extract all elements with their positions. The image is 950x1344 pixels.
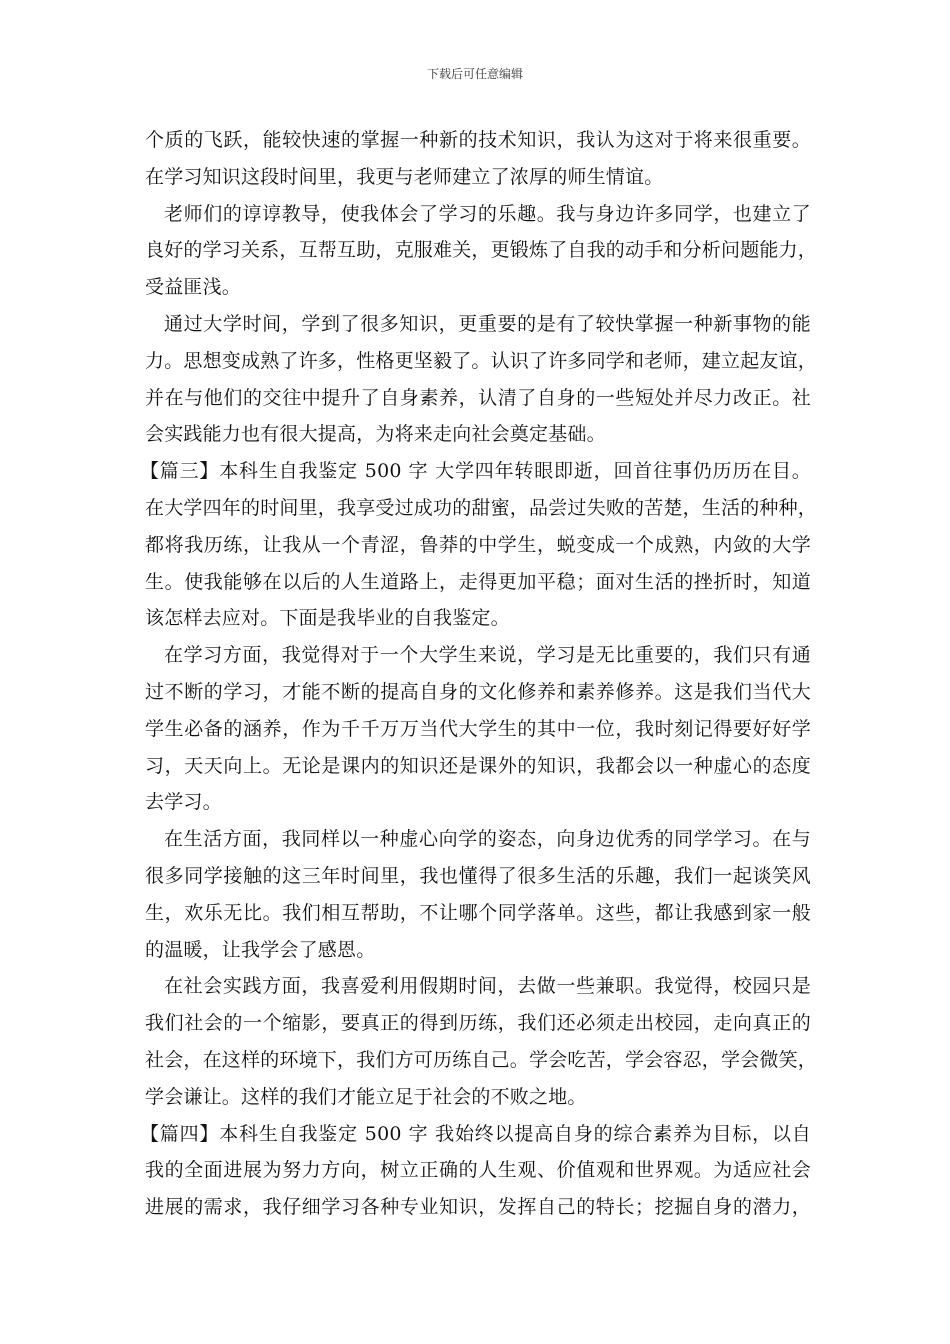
text-line: 我们社会的一个缩影，要真正的得到历练，我们还必须走出校园，走向真正的 — [145, 1012, 811, 1035]
text-line: 在社会实践方面，我喜爱利用假期时间，去做一些兼职。我觉得，校园只是 — [164, 975, 811, 998]
text-line: 会实践能力也有很大提高，为将来走向社会奠定基础。 — [145, 423, 606, 446]
text-line: 习，天天向上。无论是课内的知识还是课外的知识，我都会以一种虚心的态度 — [145, 754, 811, 777]
text-line: 通过大学时间，学到了很多知识，更重要的是有了较快掌握一种新事物的能 — [164, 312, 811, 335]
text-line: 生，欢乐无比。我们相互帮助，不让哪个同学落单。这些，都让我感到家一般 — [145, 901, 811, 924]
text-line: 并在与他们的交往中提升了自身素养，认清了自身的一些短处并尽力改正。社 — [145, 386, 811, 409]
text-line: 老师们的谆谆教导，使我体会了学习的乐趣。我与身边许多同学，也建立了 — [164, 202, 811, 225]
text-line: 学会谦让。这样的我们才能立足于社会的不败之地。 — [145, 1085, 587, 1108]
section-heading-line: 【篇四】本科生自我鉴定 500 字 我始终以提高自身的综合素养为目标，以自 — [140, 1122, 811, 1145]
text-line: 在生活方面，我同样以一种虚心向学的姿态，向身边优秀的同学学习。在与 — [164, 828, 811, 851]
text-line: 的温暖，让我学会了感恩。 — [145, 938, 376, 961]
text-line: 去学习。 — [145, 791, 222, 814]
text-line: 社会，在这样的环境下，我们方可历练自己。学会吃苦，学会容忍，学会微笑， — [145, 1048, 818, 1071]
text-line: 我的全面进展为努力方向，树立正确的人生观、价值观和世界观。为适应社会 — [145, 1159, 811, 1182]
text-line: 在学习方面，我觉得对于一个大学生来说，学习是无比重要的，我们只有通 — [164, 644, 811, 667]
text-line: 良好的学习关系，互帮互助，克服难关，更锻炼了自我的动手和分析问题能力， — [145, 239, 818, 262]
text-line: 很多同学接触的这三年时间里，我也懂得了很多生活的乐趣，我们一起谈笑风 — [145, 864, 811, 887]
text-line: 在学习知识这段时间里，我更与老师建立了浓厚的师生情谊。 — [145, 165, 664, 188]
text-line: 个质的飞跃，能较快速的掌握一种新的技术知识，我认为这对于将来很重要。 — [145, 129, 811, 151]
page-header: 下载后可任意编辑 — [426, 67, 523, 81]
document-body — [140, 122, 818, 1226]
text-line: 受益匪浅。 — [145, 276, 242, 299]
text-line: 在大学四年的时间里，我享受过成功的甜蜜，品尝过失败的苦楚，生活的种种， — [145, 496, 818, 519]
text-line: 该怎样去应对。下面是我毕业的自我鉴定。 — [145, 607, 510, 630]
text-line: 力。思想变成熟了许多，性格更坚毅了。认识了许多同学和老师，建立起友谊， — [145, 349, 818, 372]
text-line: 过不断的学习，才能不断的提高自身的文化修养和素养修养。这是我们当代大 — [145, 680, 811, 703]
section-heading-line: 【篇三】本科生自我鉴定 500 字 大学四年转眼即逝，回首往事仍历历在目。 — [140, 460, 811, 483]
text-line: 进展的需求，我仔细学习各种专业知识，发挥自己的特长；挖掘自身的潜力， — [145, 1196, 811, 1219]
text-line: 生。使我能够在以后的人生道路上，走得更加平稳；面对生活的挫折时，知道 — [145, 570, 811, 593]
text-line: 都将我历练，让我从一个青涩，鲁莽的中学生，蜕变成一个成熟，内敛的大学 — [145, 533, 811, 556]
text-line: 学生必备的涵养，作为千千万万当代大学生的其中一位，我时刻记得要好好学 — [145, 717, 811, 740]
